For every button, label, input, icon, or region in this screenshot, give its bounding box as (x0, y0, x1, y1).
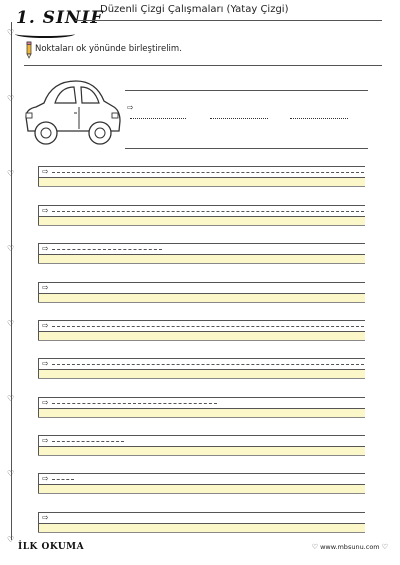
writing-row-7 (38, 397, 365, 416)
trace-line (52, 211, 364, 212)
trace-line (52, 249, 162, 250)
example-bottom-line (125, 148, 368, 149)
heart-icon: ♡ (7, 244, 15, 253)
trace-line (52, 479, 74, 480)
grade-label: 1. SINIF (16, 8, 104, 28)
heart-icon: ♡ (7, 535, 15, 544)
writing-row-10 (38, 512, 365, 531)
arrow-right-icon: ⇨ (42, 474, 49, 483)
example-top-line (125, 90, 368, 91)
example-dotted-line (210, 118, 268, 119)
pencil-icon (24, 41, 34, 59)
title-underline (75, 20, 382, 21)
arrow-right-icon: ⇨ (42, 167, 49, 176)
page-title: Düzenli Çizgi Çalışmaları (Yatay Çizgi) (100, 4, 289, 15)
heart-icon: ♡ (7, 319, 15, 328)
arrow-right-icon: ⇨ (42, 283, 49, 292)
heart-icon: ♡ (311, 543, 318, 551)
arrow-right-icon: ⇨ (42, 321, 49, 330)
trace-line (52, 364, 364, 365)
arrow-right-icon: ⇨ (42, 398, 49, 407)
trace-line (52, 441, 124, 442)
trace-line (52, 403, 217, 404)
grade-underline (15, 30, 75, 38)
writing-row-6 (38, 358, 365, 377)
writing-row-2 (38, 205, 365, 224)
example-dotted-line (290, 118, 348, 119)
arrow-right-icon: ⇨ (42, 206, 49, 215)
footer-url-text: www.mbsunu.com (320, 543, 380, 551)
writing-row-9 (38, 473, 365, 492)
footer-logo: İLK OKUMA (18, 542, 85, 552)
heart-icon: ♡ (7, 169, 15, 178)
writing-row-4 (38, 282, 365, 301)
heart-icon: ♡ (7, 28, 15, 37)
arrow-right-icon: ⇨ (42, 244, 49, 253)
heart-icon: ♡ (7, 469, 15, 478)
arrow-right-icon: ⇨ (42, 513, 49, 522)
heart-icon: ♡ (7, 94, 15, 103)
trace-line (52, 326, 364, 327)
arrow-right-icon: ⇨ (42, 436, 49, 445)
heart-icon: ♡ (7, 394, 15, 403)
arrow-right-icon: ⇨ (42, 359, 49, 368)
writing-row-8 (38, 435, 365, 454)
footer-url (312, 543, 388, 551)
writing-row-1 (38, 166, 365, 185)
instruction-text: Noktaları ok yönünde birleştirelim. (35, 44, 182, 54)
writing-row-3 (38, 243, 365, 262)
arrow-right-icon: ⇨ (127, 103, 134, 112)
car-illustration (22, 73, 122, 151)
writing-row-5 (38, 320, 365, 339)
trace-line (52, 172, 364, 173)
example-dotted-line (130, 118, 186, 119)
heart-icon: ♡ (381, 543, 388, 551)
